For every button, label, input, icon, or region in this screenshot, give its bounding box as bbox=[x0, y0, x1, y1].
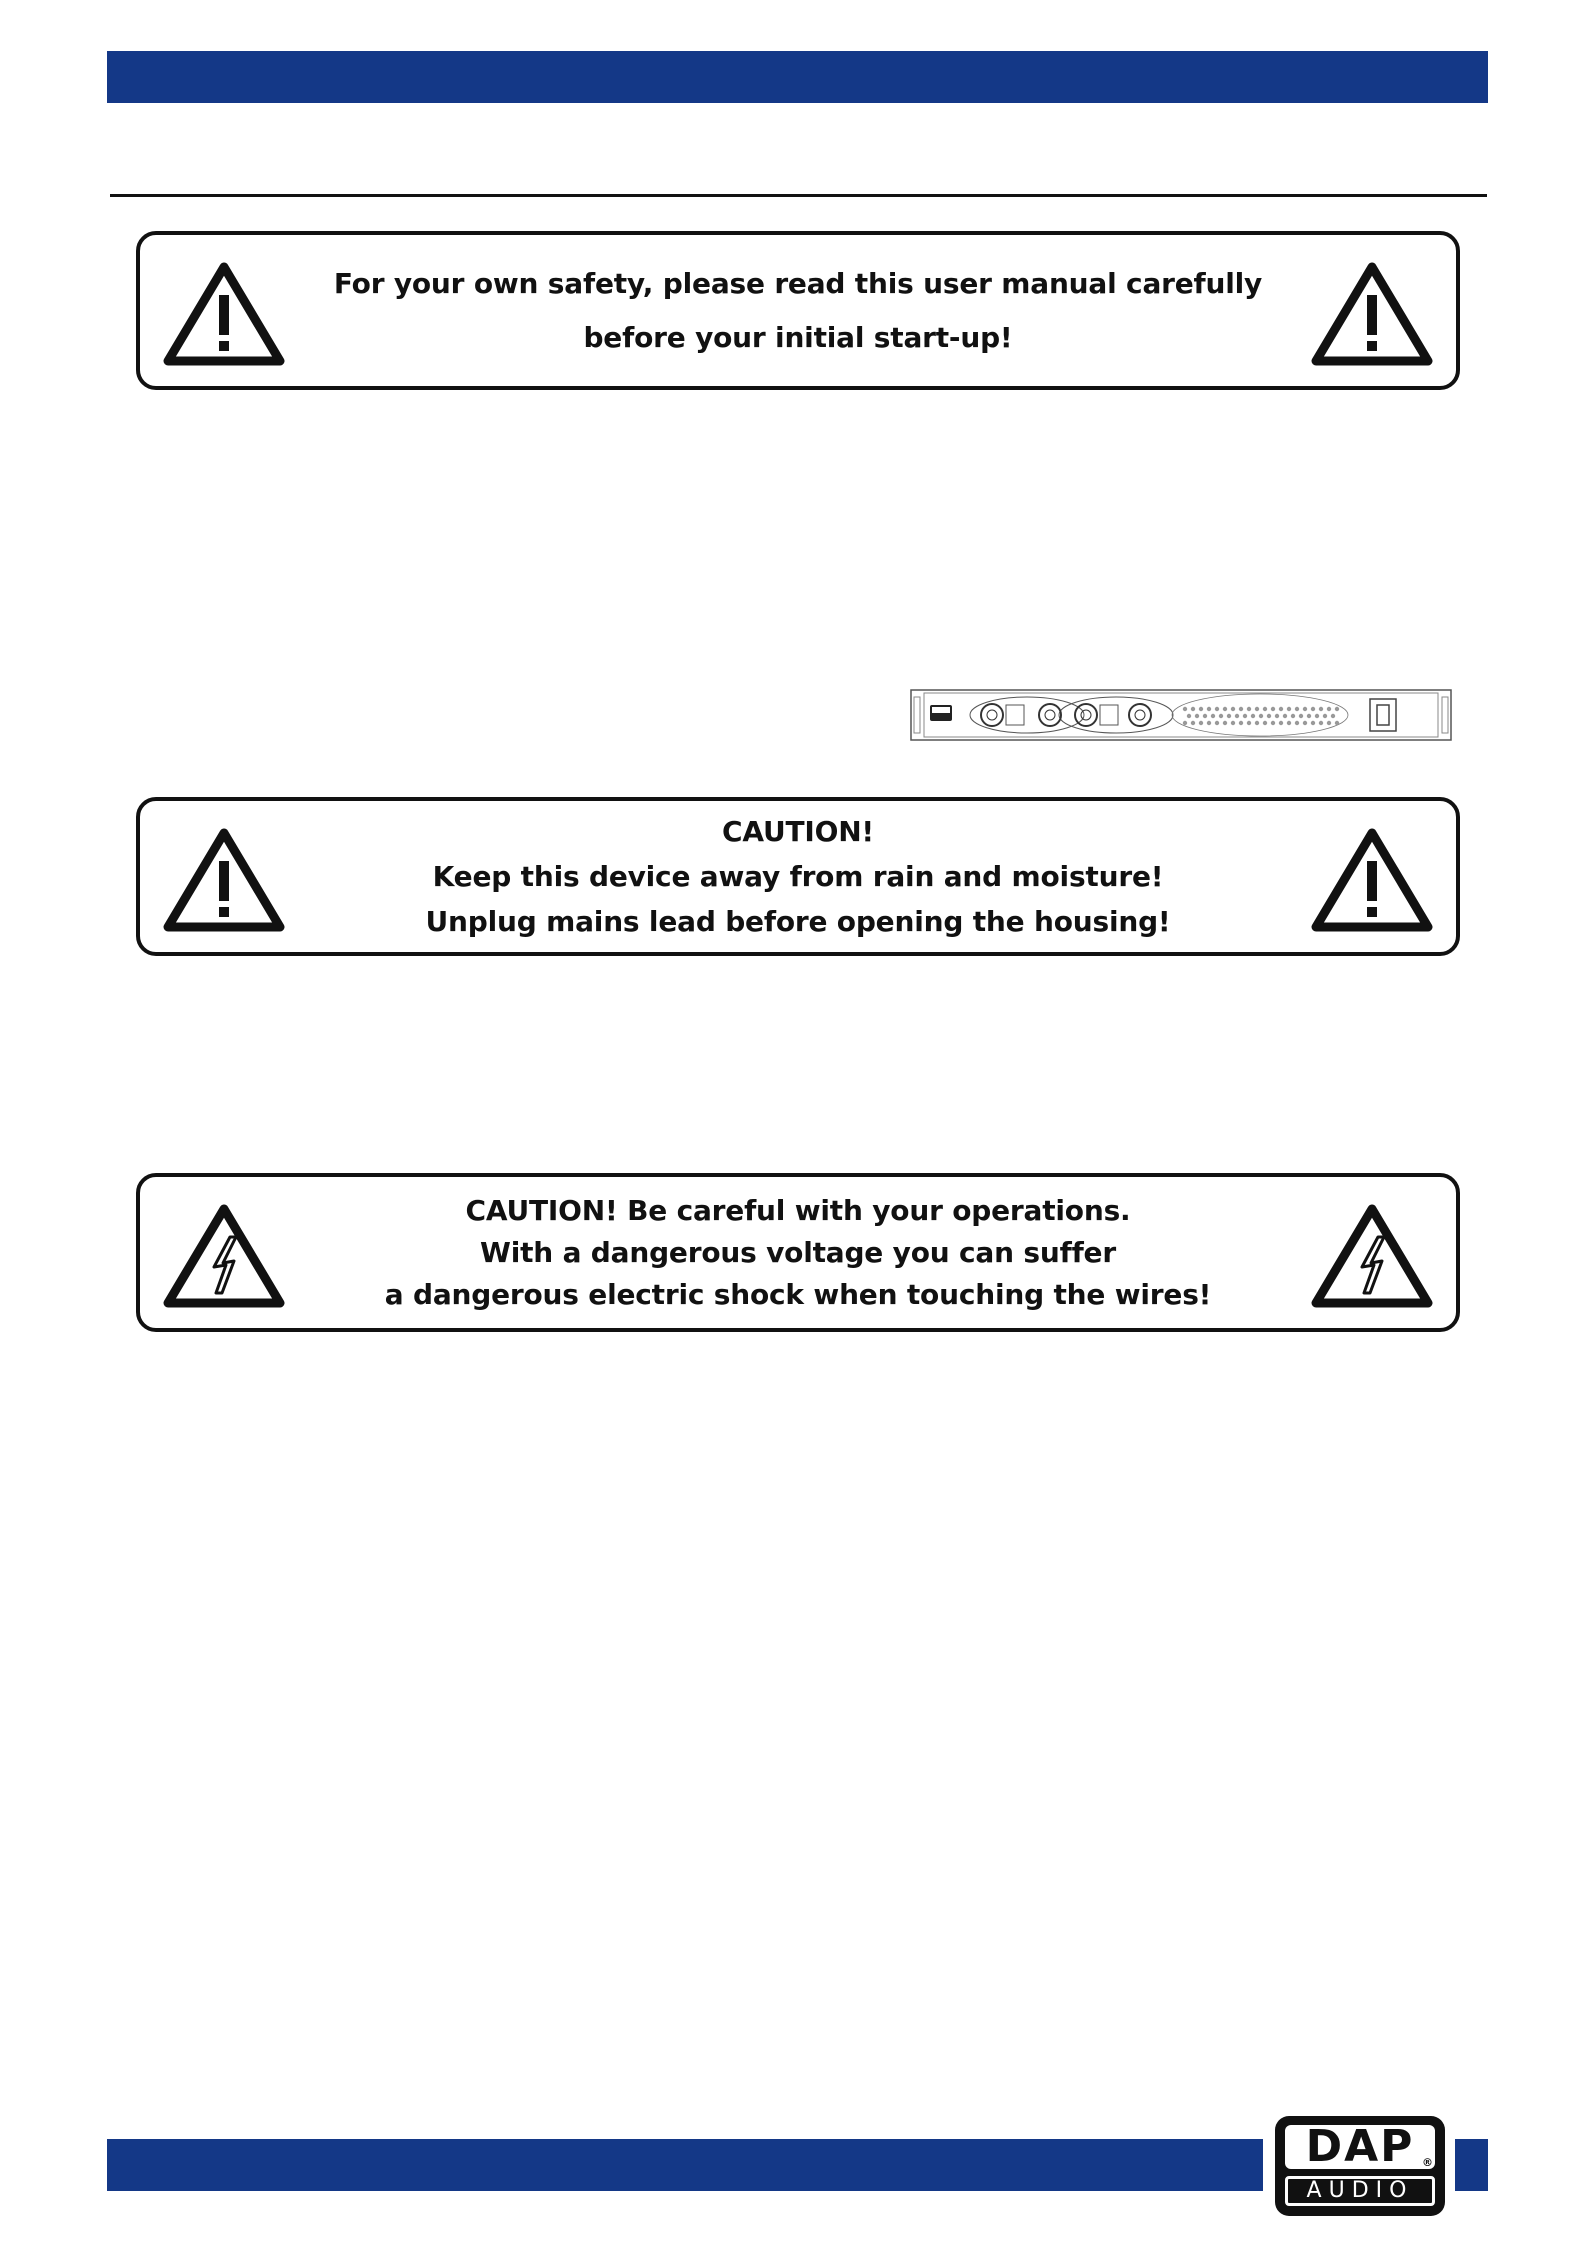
exclamation-warning-icon bbox=[1310, 261, 1434, 367]
caution-heading: CAUTION! bbox=[721, 815, 875, 848]
dap-audio-logo bbox=[1275, 2116, 1445, 2216]
registered-mark: ® bbox=[1422, 2156, 1433, 2169]
notice-line: a dangerous electric shock when touching the wires! bbox=[384, 1277, 1212, 1311]
electric-shock-caution-box bbox=[136, 1173, 1460, 1332]
exclamation-warning-icon bbox=[162, 261, 286, 367]
exclamation-warning-icon bbox=[162, 827, 286, 933]
notice-line: CAUTION! Be careful with your operations. bbox=[465, 1193, 1131, 1227]
safety-notice-box bbox=[136, 231, 1460, 390]
logo-wordmark-top: DAP bbox=[1285, 2125, 1435, 2169]
high-voltage-warning-icon bbox=[1310, 1203, 1434, 1309]
amplifier-front-panel-image bbox=[910, 689, 1452, 741]
exclamation-warning-icon bbox=[1310, 827, 1434, 933]
notice-line: Unplug mains lead before opening the housing! bbox=[425, 905, 1171, 938]
electric-shock-caution-text bbox=[310, 1177, 1286, 1328]
notice-line: For your own safety, please read this user manual carefully bbox=[333, 266, 1263, 300]
high-voltage-warning-icon bbox=[162, 1203, 286, 1309]
moisture-caution-text bbox=[310, 801, 1286, 952]
safety-notice-text bbox=[310, 235, 1286, 386]
header-bar bbox=[107, 51, 1488, 103]
notice-line: With a dangerous voltage you can suffer bbox=[480, 1235, 1116, 1269]
notice-line: before your initial start-up! bbox=[583, 320, 1013, 354]
header-divider bbox=[110, 194, 1487, 197]
notice-line: Keep this device away from rain and moisture! bbox=[432, 860, 1164, 893]
logo-wordmark-bottom: AUDIO bbox=[1285, 2176, 1435, 2206]
moisture-caution-box bbox=[136, 797, 1460, 956]
